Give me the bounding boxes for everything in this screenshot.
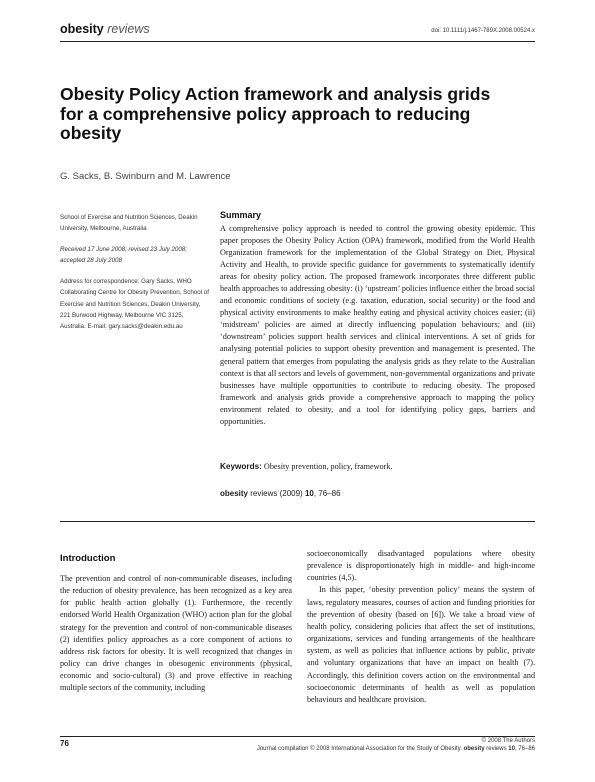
summary-heading: Summary xyxy=(220,210,262,220)
received-dates: Received 17 June 2008; revised 23 July 2008; accepted 28 July 2008 xyxy=(60,246,187,265)
page-number: 76 xyxy=(60,739,69,748)
keywords-label: Keywords: xyxy=(220,462,262,471)
citation xyxy=(220,489,341,498)
footer-rest: reviews xyxy=(486,746,507,752)
brand-light: reviews xyxy=(107,22,150,36)
summary-text: A comprehensive policy approach is needed to control the growing obesity epidemic. This paper proposes the Obesity Policy Action (OPA) framework, modified from the World Health Organization framework for the implementation of the Global Strategy on Diet, Physical Activity and Health, to provide specific guidance for governments to systematically identify areas for obesity policy action. The proposed framework incorporates three different public health approaches to addressing obesity: (i) ‘upstream’ policies influence either the broad social and economic conditions of society (e.g. taxation, education, social security) or the food and physical activity environments to make healthy eating and physical activity choices easier; (ii) ‘midstream’ policies are aimed at directly influencing population behaviours; and (iii) ‘downstream’ policies support health services and clinical interventions. A set of grids for analysing potential policies to support obesity prevention and management is presented. The general pattern that emerges from populating the analysis grids as they relate to the Australian context is that all sectors and levels of government, non-governmental organizations and private businesses have multiple opportunities to contribute to reducing obesity. The proposed framework and analysis grids provide a comprehensive approach to mapping the policy environment related to obesity, and a tool for identifying policy gaps, barriers and opportunities. xyxy=(220,224,535,426)
paragraph: socioeconomically disadvantaged populations where obesity prevalence is disproportionately high in middle- and high-income countries (4,5). xyxy=(307,549,535,583)
citation-rest: reviews (2009) xyxy=(250,489,303,498)
citation-volume: 10 xyxy=(304,489,314,498)
doi: doi: 10.1111/j.1467-789X.2008.00524.x xyxy=(431,28,535,34)
footer-pages: , 76–86 xyxy=(514,746,535,752)
authors: G. Sacks, B. Swinburn and M. Lawrence xyxy=(60,171,231,182)
copyright: © 2008 The Authors xyxy=(481,738,535,744)
body-column-right xyxy=(307,548,535,706)
sidebar-info xyxy=(60,212,210,342)
journal-compilation: Journal compilation © 2008 International Association for the Study of Obesity. xyxy=(256,746,462,752)
header-rule xyxy=(60,41,535,42)
journal-brand xyxy=(60,22,150,36)
affiliation: School of Exercise and Nutrition Sciences, Deakin University, Melbourne, Australia xyxy=(60,214,198,233)
citation-brand: obesity xyxy=(220,489,249,498)
paragraph: In this paper, ‘obesity prevention policy’ means the system of laws, regulatory measures, courses of action and funding priorities for the prevention of obesity (based on [6]). We take a broad view of health policy, considering policies that affect the set of institutions, organizations, services and funding arrangements of the healthcare system, as well as policies that influence actions by public, private and voluntary organizations that have an impact on health (7). Accordingly, this definition covers action on the environmental and socioeconomic determinants of health as well as population behaviours and healthcare provision. xyxy=(307,585,535,704)
footer-volume: 10 xyxy=(508,746,515,752)
footer-rule xyxy=(60,736,535,737)
keywords xyxy=(220,462,535,471)
section-rule xyxy=(60,521,535,522)
footer-brand: obesity xyxy=(463,746,485,752)
citation-pages: , 76–86 xyxy=(313,489,341,498)
body-column-left: The prevention and control of non-communicable diseases, including the reduction of obesity prevalence, has been recognized as a key area for public health action globally (1). Furthermore, the recently endorsed World Health Organization (WHO) action plan for the global strategy for the prevention and control of non-communicable diseases (2) identifies policy approaches as a core component of actions to address risk factors for obesity. It is well recognized that changes in policy can drive changes in obesogenic environments (physical, economic and socio-cultural) (3) and prove effective in reaching multiple sectors of the community, including xyxy=(60,574,292,693)
brand-bold: obesity xyxy=(60,22,104,36)
intro-heading: Introduction xyxy=(60,553,116,564)
article-title: Obesity Policy Action framework and analysis grids for a comprehensive policy approach to reducing obesity xyxy=(60,84,491,143)
journal-header xyxy=(60,22,535,42)
journal-footer xyxy=(257,746,535,752)
correspondence: Address for correspondence: Gary Sacks, WHO Collaborating Centre for Obesity Prevention, School of Exercise and Nutrition Sciences, Deakin University, 221 Burwood Highway, Melbourne VIC 3125, Australia. E-mail: gary.sacks@deakin.edu.au xyxy=(60,278,209,330)
keywords-text: Obesity prevention, policy, framework. xyxy=(263,462,393,471)
